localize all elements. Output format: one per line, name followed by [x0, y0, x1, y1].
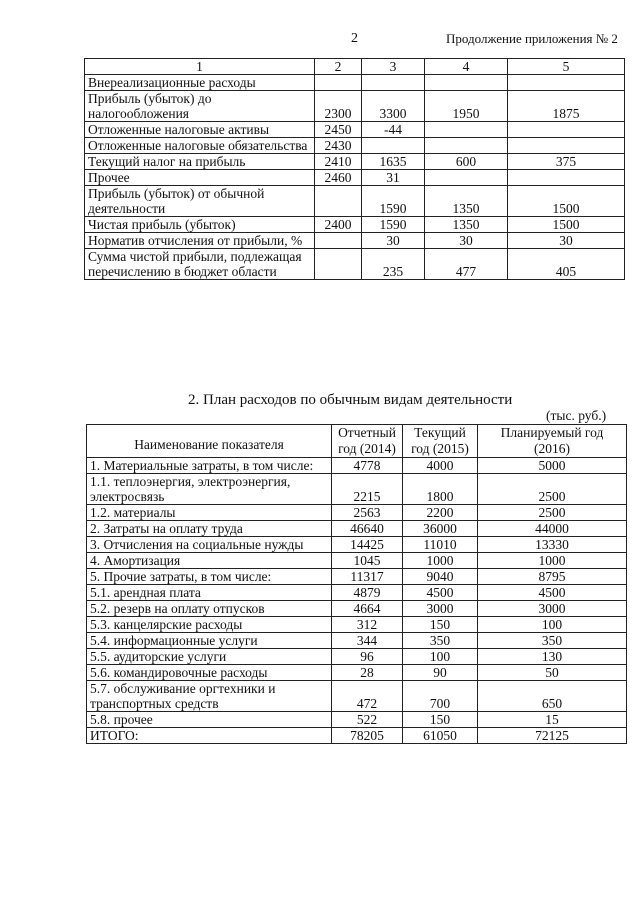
cell-value: 61050	[403, 728, 478, 744]
expenses-table	[86, 424, 627, 744]
cell-value: 11010	[403, 537, 478, 553]
row-label: 5.3. канцелярские расходы	[87, 617, 332, 633]
cell-value: 405	[508, 249, 625, 280]
cell-value: 4000	[403, 458, 478, 474]
row-label: 5.1. арендная плата	[87, 585, 332, 601]
table-row	[87, 649, 627, 665]
cell-value: 150	[403, 712, 478, 728]
cell-code	[315, 249, 362, 280]
table-row	[85, 122, 625, 138]
table-row	[85, 217, 625, 233]
row-label: 3. Отчисления на социальные нужды	[87, 537, 332, 553]
row-label: 1.2. материалы	[87, 505, 332, 521]
cell-value: 14425	[332, 537, 403, 553]
table-row	[87, 585, 627, 601]
table-row	[85, 249, 625, 280]
cell-value: 1635	[362, 154, 425, 170]
cell-value: 350	[403, 633, 478, 649]
cell-value: 1590	[362, 217, 425, 233]
table-row	[87, 633, 627, 649]
column-number: 5	[508, 59, 625, 75]
cell-value: 3000	[403, 601, 478, 617]
row-label: 5.4. информационные услуги	[87, 633, 332, 649]
header-indicator-name: Наименование показателя	[87, 425, 332, 458]
cell-value: 3000	[478, 601, 627, 617]
cell-value: 1590	[362, 186, 425, 217]
cell-value: 8795	[478, 569, 627, 585]
header-planned-year: Планируемый год (2016)	[478, 425, 627, 458]
cell-value: 4778	[332, 458, 403, 474]
cell-value: 375	[508, 154, 625, 170]
cell-value: 9040	[403, 569, 478, 585]
cell-value: 30	[425, 233, 508, 249]
row-label: 5.5. аудиторские услуги	[87, 649, 332, 665]
row-label: 2. Затраты на оплату труда	[87, 521, 332, 537]
cell-value: 96	[332, 649, 403, 665]
cell-value: 650	[478, 681, 627, 712]
row-label: 5. Прочие затраты, в том числе:	[87, 569, 332, 585]
cell-value: 472	[332, 681, 403, 712]
cell-value: 30	[508, 233, 625, 249]
cell-value: 44000	[478, 521, 627, 537]
cell-value: 2200	[403, 505, 478, 521]
table-row	[85, 75, 625, 91]
table-row	[87, 569, 627, 585]
header-reporting-year: Отчетный год (2014)	[332, 425, 403, 458]
row-label: Отложенные налоговые активы	[85, 122, 315, 138]
header-current-year: Текущий год (2015)	[403, 425, 478, 458]
table-row	[87, 505, 627, 521]
cell-value: 4500	[403, 585, 478, 601]
row-label: ИТОГО:	[87, 728, 332, 744]
row-label: Текущий налог на прибыль	[85, 154, 315, 170]
table-row	[87, 665, 627, 681]
column-number: 1	[85, 59, 315, 75]
table-row	[87, 458, 627, 474]
cell-value	[508, 122, 625, 138]
cell-value: 46640	[332, 521, 403, 537]
cell-value	[425, 75, 508, 91]
cell-value: 700	[403, 681, 478, 712]
cell-value: 5000	[478, 458, 627, 474]
cell-value: 1500	[508, 186, 625, 217]
cell-value: 1045	[332, 553, 403, 569]
table-row	[85, 138, 625, 154]
row-label: 5.2. резерв на оплату отпусков	[87, 601, 332, 617]
appendix-note: Продолжение приложения № 2	[446, 31, 618, 46]
cell-value: 1800	[403, 474, 478, 505]
table-header-row	[85, 59, 625, 75]
cell-value	[425, 122, 508, 138]
cell-value: 78205	[332, 728, 403, 744]
row-label: Чистая прибыль (убыток)	[85, 217, 315, 233]
column-number: 2	[315, 59, 362, 75]
cell-code: 2410	[315, 154, 362, 170]
cell-value: -44	[362, 122, 425, 138]
row-label: 4. Амортизация	[87, 553, 332, 569]
table-row	[87, 728, 627, 744]
table-row	[85, 233, 625, 249]
cell-value: 150	[403, 617, 478, 633]
table-row	[85, 91, 625, 122]
cell-value: 2500	[478, 505, 627, 521]
cell-value	[425, 170, 508, 186]
row-label: Отложенные налоговые обязательства	[85, 138, 315, 154]
units-label: (тыс. руб.)	[546, 408, 607, 423]
row-label: Сумма чистой прибыли, подлежащая перечислению в бюджет области	[85, 249, 315, 280]
table-header-row	[87, 425, 627, 458]
cell-value: 30	[362, 233, 425, 249]
cell-value: 3300	[362, 91, 425, 122]
cell-value: 31	[362, 170, 425, 186]
cell-value	[425, 138, 508, 154]
table-row	[87, 537, 627, 553]
cell-value: 4879	[332, 585, 403, 601]
table-row	[87, 617, 627, 633]
row-label: Норматив отчисления от прибыли, %	[85, 233, 315, 249]
cell-value: 4500	[478, 585, 627, 601]
cell-value: 72125	[478, 728, 627, 744]
cell-code: 2300	[315, 91, 362, 122]
cell-value: 1500	[508, 217, 625, 233]
cell-value: 1000	[478, 553, 627, 569]
table-row	[87, 601, 627, 617]
cell-value	[362, 138, 425, 154]
cell-value: 130	[478, 649, 627, 665]
cell-value: 36000	[403, 521, 478, 537]
cell-value: 2215	[332, 474, 403, 505]
cell-value	[508, 138, 625, 154]
row-label: Прибыль (убыток) от обычной деятельности	[85, 186, 315, 217]
cell-value: 2500	[478, 474, 627, 505]
cell-code: 2450	[315, 122, 362, 138]
table-row	[85, 170, 625, 186]
cell-value: 50	[478, 665, 627, 681]
cell-value: 28	[332, 665, 403, 681]
cell-code	[315, 186, 362, 217]
cell-value: 11317	[332, 569, 403, 585]
cell-value: 600	[425, 154, 508, 170]
cell-code: 2400	[315, 217, 362, 233]
cell-code	[315, 233, 362, 249]
row-label: Прибыль (убыток) до налогообложения	[85, 91, 315, 122]
table-row	[85, 186, 625, 217]
cell-value	[508, 75, 625, 91]
cell-value: 100	[478, 617, 627, 633]
cell-value	[362, 75, 425, 91]
cell-value: 350	[478, 633, 627, 649]
row-label: 1.1. теплоэнергия, электроэнергия, электросвязь	[87, 474, 332, 505]
cell-value: 2563	[332, 505, 403, 521]
cell-value: 235	[362, 249, 425, 280]
cell-value	[508, 170, 625, 186]
cell-value: 312	[332, 617, 403, 633]
cell-value: 1950	[425, 91, 508, 122]
cell-value: 13330	[478, 537, 627, 553]
cell-code: 2430	[315, 138, 362, 154]
table-row	[87, 712, 627, 728]
income-table	[84, 58, 625, 280]
cell-code	[315, 75, 362, 91]
cell-value: 1875	[508, 91, 625, 122]
table-row	[87, 474, 627, 505]
cell-value: 522	[332, 712, 403, 728]
table-row	[87, 681, 627, 712]
cell-value: 1350	[425, 186, 508, 217]
row-label: 5.7. обслуживание оргтехники и транспортных средств	[87, 681, 332, 712]
cell-value: 344	[332, 633, 403, 649]
cell-value: 100	[403, 649, 478, 665]
cell-value: 1350	[425, 217, 508, 233]
table-row	[85, 154, 625, 170]
column-number: 4	[425, 59, 508, 75]
row-label: 5.8. прочее	[87, 712, 332, 728]
table-row	[87, 521, 627, 537]
cell-value: 15	[478, 712, 627, 728]
cell-value: 4664	[332, 601, 403, 617]
row-label: 5.6. командировочные расходы	[87, 665, 332, 681]
cell-value: 1000	[403, 553, 478, 569]
cell-code: 2460	[315, 170, 362, 186]
cell-value: 477	[425, 249, 508, 280]
cell-value: 90	[403, 665, 478, 681]
page-number: 2	[351, 31, 358, 46]
row-label: 1. Материальные затраты, в том числе:	[87, 458, 332, 474]
section-title: 2. План расходов по обычным видам деятельности	[188, 392, 513, 408]
column-number: 3	[362, 59, 425, 75]
row-label: Внереализационные расходы	[85, 75, 315, 91]
row-label: Прочее	[85, 170, 315, 186]
table-row	[87, 553, 627, 569]
